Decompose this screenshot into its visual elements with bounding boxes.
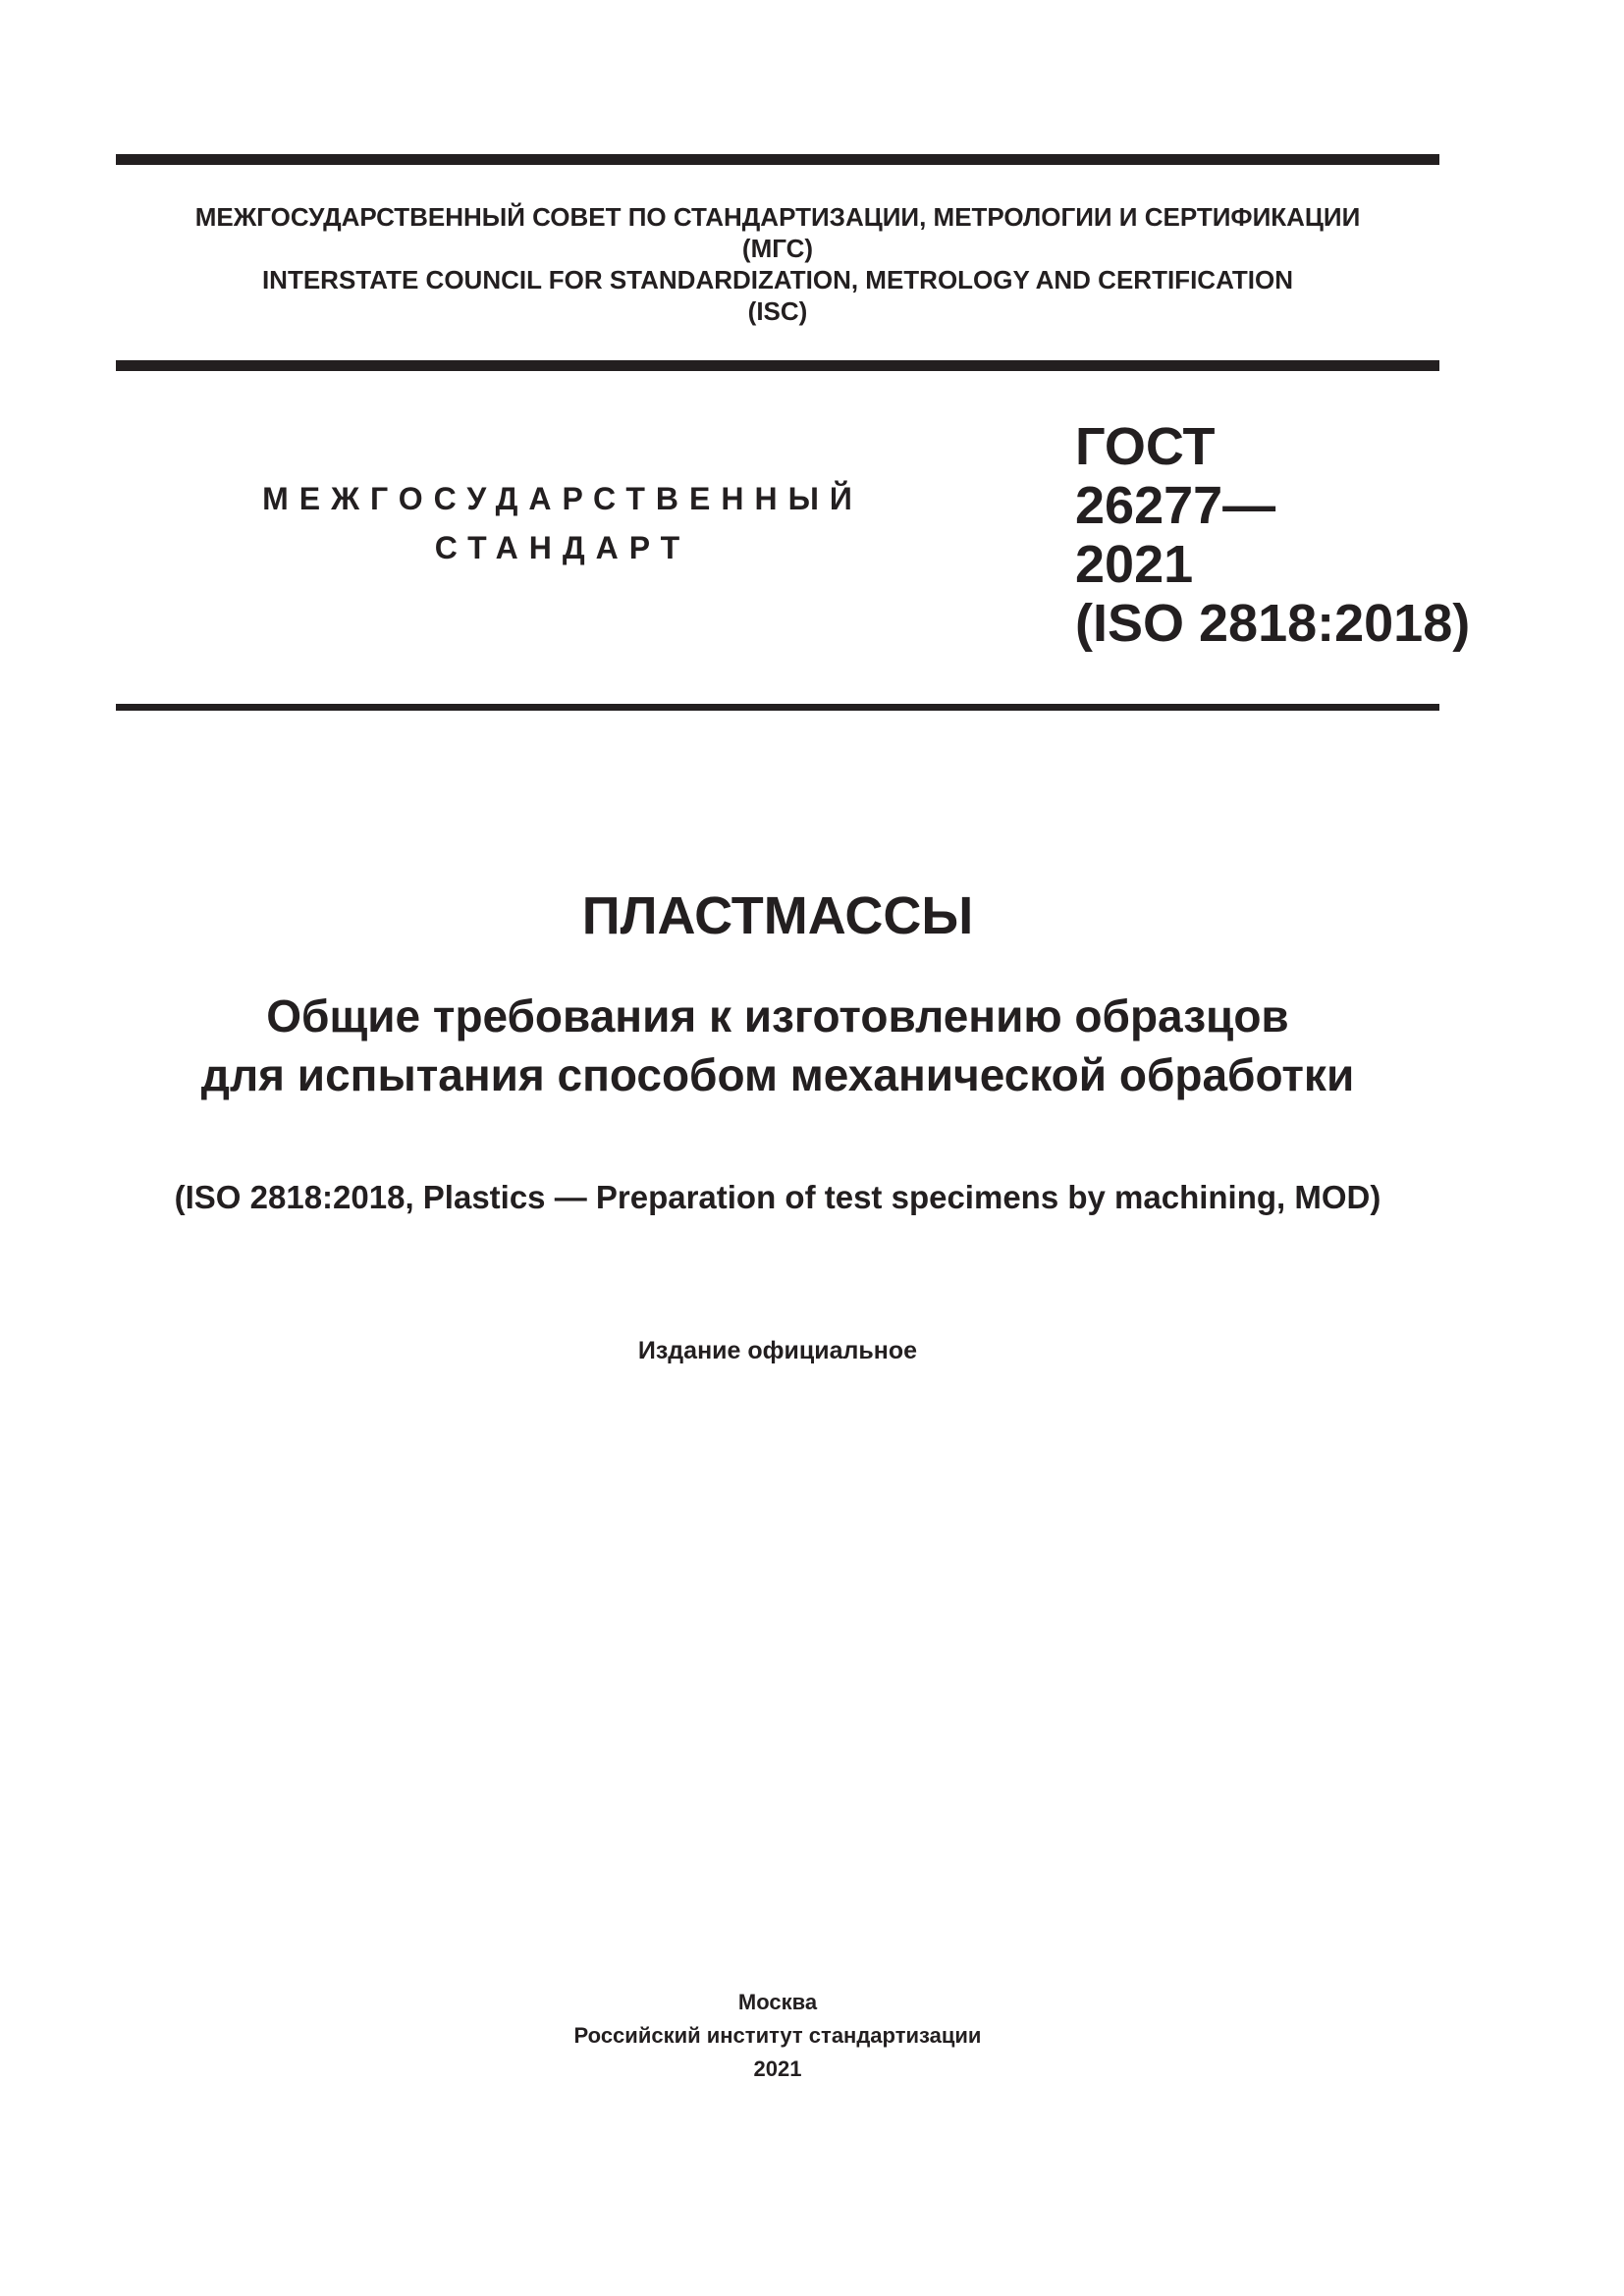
council-name-en: INTERSTATE COUNCIL FOR STANDARDIZATION, METROLOGY AND CERTIFICATION <box>261 265 1294 294</box>
designation-line1: ГОСТ <box>1075 417 1216 476</box>
iso-reference: (ISO 2818:2018, Plastics — Preparation of test specimens by machining, MOD) <box>174 1179 1381 1215</box>
designation-line2: 26277— <box>1075 476 1276 535</box>
standard-type-line2: СТАНДАРТ <box>434 530 691 565</box>
edition-label: Издание официальное <box>637 1337 918 1364</box>
council-name-ru: МЕЖГОСУДАРСТВЕННЫЙ СОВЕТ ПО СТАНДАРТИЗАЦИИ, МЕТРОЛОГИИ И СЕРТИФИКАЦИИ <box>194 202 1361 232</box>
standard-type-line1: МЕЖГОСУДАРСТВЕННЫЙ <box>262 481 863 516</box>
subtitle-line1: Общие требования к изготовлению образцов <box>266 990 1289 1041</box>
top-rule <box>116 154 1439 165</box>
standard-type <box>224 474 901 572</box>
document-subtitle <box>116 987 1439 1104</box>
council-abbr-ru: (МГС) <box>741 234 814 263</box>
designation-line4: (ISO 2818:2018) <box>1075 594 1471 653</box>
imprint-city: Москва <box>737 1990 818 2014</box>
document-title: ПЛАСТМАССЫ <box>581 886 974 945</box>
designation-divider <box>116 704 1439 711</box>
council-abbr-en: (ISC) <box>747 296 808 326</box>
imprint <box>116 1986 1439 2086</box>
imprint-year: 2021 <box>753 2056 802 2081</box>
subtitle-line2: для испытания способом механической обработки <box>200 1049 1355 1100</box>
designation-line3: 2021 <box>1075 535 1194 594</box>
header-divider <box>116 360 1439 371</box>
standard-designation <box>1075 417 1470 653</box>
council-header <box>116 201 1439 327</box>
imprint-publisher: Российский институт стандартизации <box>573 2023 982 2048</box>
